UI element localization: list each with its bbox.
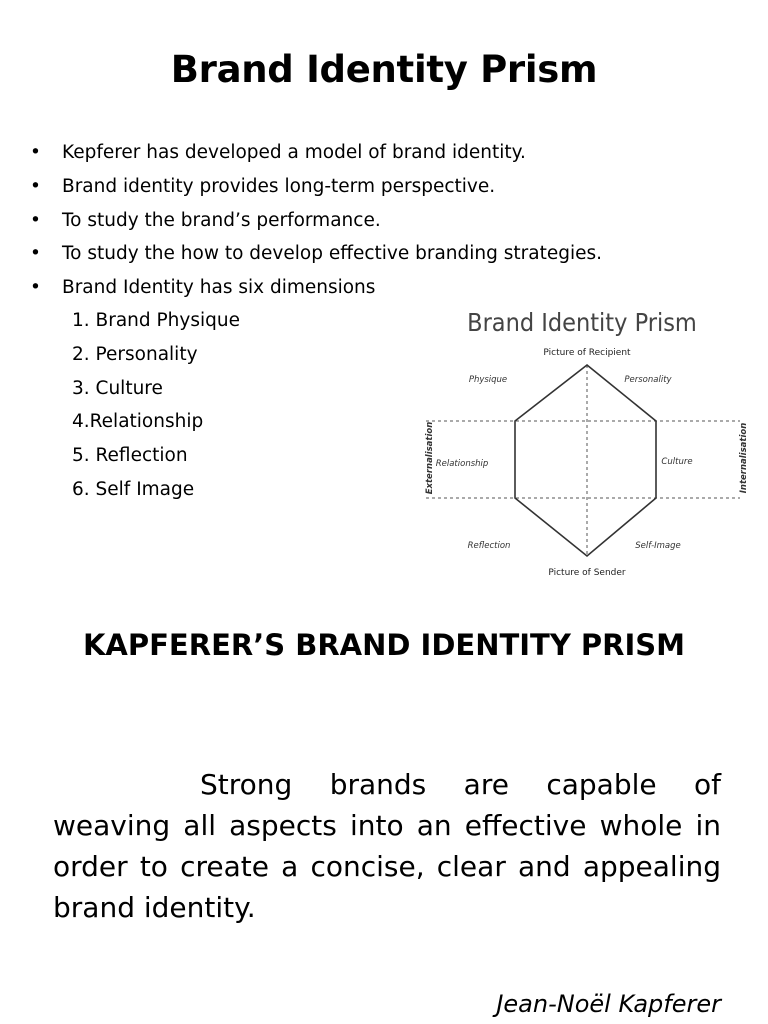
bullet-text: Kepferer has developed a model of brand identity. bbox=[62, 142, 526, 163]
section-heading: KAPFERER’S BRAND IDENTITY PRISM bbox=[82, 628, 686, 662]
facet-relationship: Relationship bbox=[435, 459, 489, 469]
prism-top-label: Picture of Recipient bbox=[543, 348, 631, 358]
dimension-list bbox=[72, 308, 240, 511]
bullet-text: To study the brand’s performance. bbox=[62, 209, 381, 231]
bullet-dot: • bbox=[30, 277, 41, 299]
axis-label-externalisation: Externalisation bbox=[425, 421, 435, 495]
dimension-item: 6. Self Image bbox=[72, 478, 195, 500]
facet-personality: Personality bbox=[624, 375, 672, 385]
page-title: Brand Identity Prism bbox=[170, 48, 598, 91]
dimension-item: 2. Personality bbox=[72, 343, 198, 365]
bullet-dot: • bbox=[30, 209, 41, 231]
dimension-item: 1. Brand Physique bbox=[72, 310, 240, 331]
bullet-item bbox=[30, 174, 602, 208]
prism-diagram bbox=[420, 300, 760, 585]
bullet-item bbox=[30, 208, 602, 242]
quote-author: Jean-Noël Kapferer bbox=[496, 990, 721, 1018]
axis-label-internalisation: Internalisation bbox=[739, 422, 749, 494]
quote-text: Strong brands are capable of weaving all aspects into an effective whole in order to create a concise, clear and appealing brand identity. bbox=[53, 768, 721, 924]
bullet-item bbox=[30, 140, 602, 174]
bullet-item bbox=[30, 241, 602, 275]
bullet-dot: • bbox=[30, 142, 41, 163]
facet-self-image: Self-Image bbox=[635, 541, 681, 551]
dimension-item: 5. Reflection bbox=[72, 445, 188, 467]
bullet-text: To study the how to develop effective branding strategies. bbox=[62, 243, 603, 265]
bullet-text: Brand Identity has six dimensions bbox=[62, 277, 376, 299]
prism-title: Brand Identity Prism bbox=[467, 307, 697, 338]
facet-physique: Physique bbox=[468, 375, 508, 385]
prism-bottom-label: Picture of Sender bbox=[548, 568, 626, 578]
bullet-list bbox=[30, 140, 602, 309]
facet-reflection: Reflection bbox=[467, 541, 511, 551]
bullet-dot: • bbox=[30, 243, 41, 265]
bullet-dot: • bbox=[30, 175, 41, 197]
dimension-item: 3. Culture bbox=[72, 377, 163, 399]
facet-culture: Culture bbox=[661, 457, 693, 467]
prism-hexagon bbox=[515, 365, 656, 556]
bullet-text: Brand identity provides long-term perspective. bbox=[62, 175, 496, 197]
dimension-item: 4.Relationship bbox=[72, 411, 204, 433]
